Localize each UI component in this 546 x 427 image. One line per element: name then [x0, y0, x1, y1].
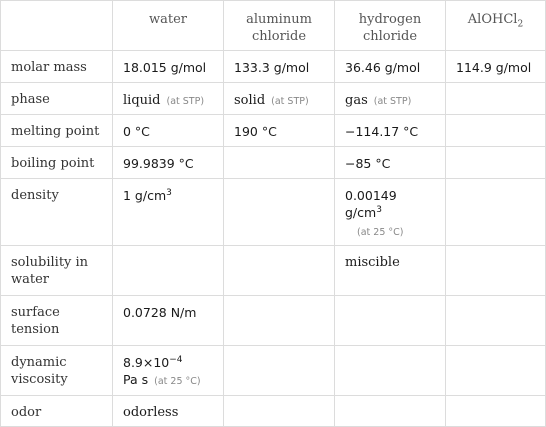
condition-note: (at 25 °C): [154, 376, 201, 387]
surface-tension-aluminum-chloride: [224, 296, 335, 346]
odor-hydrogen-chloride: [335, 396, 446, 427]
column-header-alohcl2: [446, 1, 546, 51]
dynamic-viscosity-aluminum-chloride: [224, 346, 335, 396]
density-hydrogen-chloride: [335, 179, 446, 246]
header-row: [1, 1, 546, 51]
phase-aluminum-chloride: [224, 83, 335, 115]
unit-exponent: 3: [166, 187, 172, 198]
condition-note: (at STP): [271, 96, 309, 107]
row-label: melting point: [1, 115, 113, 147]
molar-mass-aluminum-chloride: 133.3 g/mol: [224, 51, 335, 83]
corner-cell: [1, 1, 113, 51]
dynamic-viscosity-water: [113, 346, 224, 396]
table-row: [1, 83, 546, 115]
phase-value: liquid: [123, 93, 161, 108]
phase-value: gas: [345, 93, 368, 108]
dynamic-viscosity-alohcl2: [446, 346, 546, 396]
phase-value: solid: [234, 93, 266, 108]
molar-mass-hydrogen-chloride: 36.46 g/mol: [335, 51, 446, 83]
solubility-alohcl2: [446, 246, 546, 296]
boiling-point-alohcl2: [446, 147, 546, 179]
phase-hydrogen-chloride: [335, 83, 446, 115]
density-unit: g/cm: [345, 205, 377, 220]
boiling-point-hydrogen-chloride: −85 °C: [335, 147, 446, 179]
surface-tension-water: 0.0728 N/m: [113, 296, 224, 346]
density-aluminum-chloride: [224, 179, 335, 246]
table-row: [1, 147, 546, 179]
viscosity-unit: Pa s: [123, 372, 149, 387]
row-label: boiling point: [1, 147, 113, 179]
dynamic-viscosity-hydrogen-chloride: [335, 346, 446, 396]
odor-alohcl2: [446, 396, 546, 427]
column-header-aluminum-chloride: aluminum chloride: [224, 1, 335, 51]
molar-mass-water: 18.015 g/mol: [113, 51, 224, 83]
row-label: surface tension: [1, 296, 113, 346]
solubility-hydrogen-chloride: miscible: [335, 246, 446, 296]
table-row: [1, 51, 546, 83]
density-value: 0.00149: [345, 188, 397, 203]
condition-note: (at STP): [373, 96, 412, 107]
solubility-water: [113, 246, 224, 296]
density-alohcl2: [446, 179, 546, 246]
viscosity-mantissa: 8.9×10: [123, 355, 170, 370]
formula-alohcl: AlOHCl: [467, 12, 518, 27]
viscosity-exponent: −4: [169, 354, 183, 365]
density-value: 1 g/cm: [123, 188, 167, 203]
melting-point-hydrogen-chloride: −114.17 °C: [335, 115, 446, 147]
row-label: phase: [1, 83, 113, 115]
melting-point-aluminum-chloride: 190 °C: [224, 115, 335, 147]
condition-note: (at 25 °C): [357, 227, 404, 238]
column-header-water: water: [113, 1, 224, 51]
table-row: [1, 396, 546, 427]
boiling-point-aluminum-chloride: [224, 147, 335, 179]
table-row: [1, 246, 546, 296]
row-label: dynamic viscosity: [1, 346, 113, 396]
column-header-hydrogen-chloride: hydrogen chloride: [335, 1, 446, 51]
row-label: odor: [1, 396, 113, 427]
phase-alohcl2: [446, 83, 546, 115]
solubility-aluminum-chloride: [224, 246, 335, 296]
table-row: [1, 179, 546, 246]
boiling-point-water: 99.9839 °C: [113, 147, 224, 179]
row-label: solubility in water: [1, 246, 113, 296]
surface-tension-hydrogen-chloride: [335, 296, 446, 346]
molar-mass-alohcl2: 114.9 g/mol: [446, 51, 546, 83]
row-label: density: [1, 179, 113, 246]
melting-point-water: 0 °C: [113, 115, 224, 147]
condition-note: (at STP): [166, 96, 205, 107]
table-row: [1, 296, 546, 346]
formula-subscript: 2: [517, 19, 524, 30]
surface-tension-alohcl2: [446, 296, 546, 346]
density-water: [113, 179, 224, 246]
table-row: [1, 115, 546, 147]
table-row: [1, 346, 546, 396]
unit-exponent: 3: [376, 204, 382, 215]
odor-water: odorless: [113, 396, 224, 427]
melting-point-alohcl2: [446, 115, 546, 147]
row-label: molar mass: [1, 51, 113, 83]
phase-water: [113, 83, 224, 115]
odor-aluminum-chloride: [224, 396, 335, 427]
